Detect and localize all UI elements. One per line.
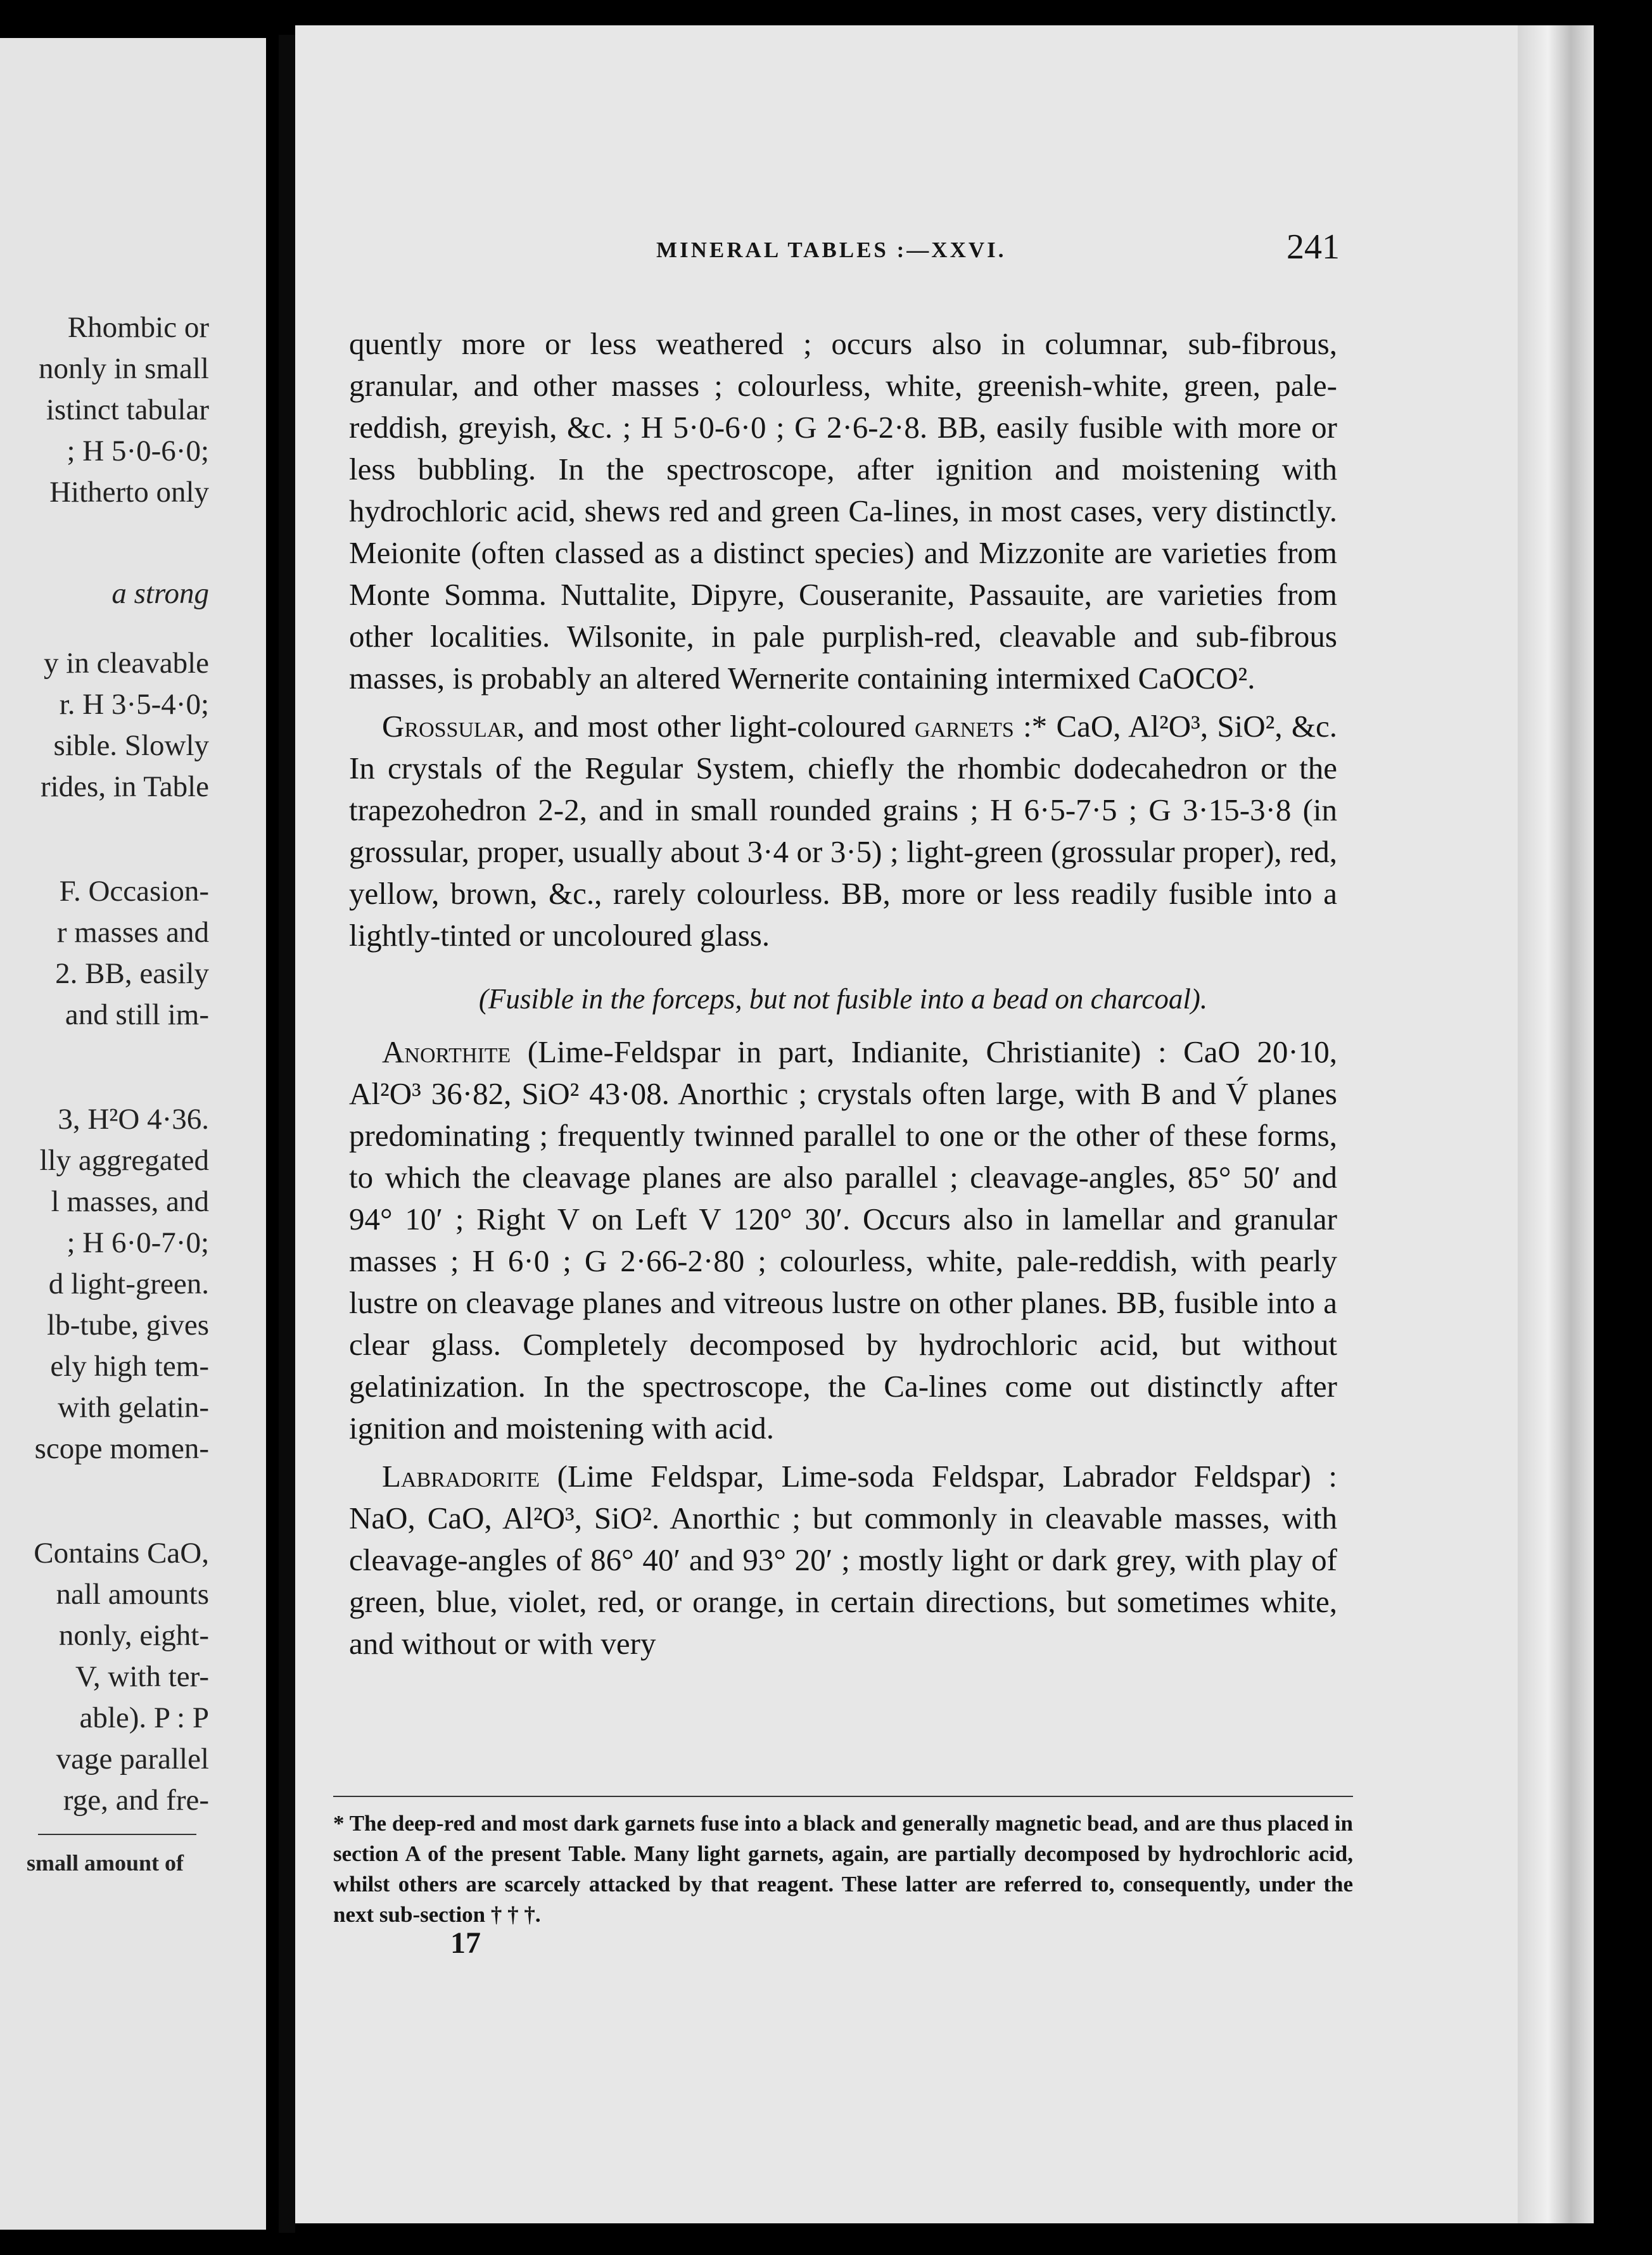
- left-page-line: nonly in small: [39, 352, 209, 385]
- paragraph-anorthite-text: (Lime-Feldspar in part, Indianite, Christianite) : CaO 20·10, Al²O³ 36·82, SiO² 43·08. Anorthic ; crystals often large, with B and V́ planes predominating ; frequently twinned parallel to one or the other of these forms, to which the cleavage planes are also parallel ; cleavage-angles, 85° 50′ and 94° 10′ ; Right V on Left V 120° 30′. Occurs also in lamellar and granular masses ; H 6·0 ; G 2·66-2·80 ; colourless, white, pale-reddish, with pearly lustre on cleavage planes and vitreous lustre on other planes. BB, fusible into a clear glass. Completely decomposed by hydrochloric acid, but without gelatinization. In the spectroscope, the Ca-lines come out distinctly after ignition and moistening with acid.: [349, 1034, 1337, 1445]
- footnote: * The deep-red and most dark garnets fuse into a black and generally magnetic bead, and are thus placed in section A of the present Table. Many light garnets, again, are partially decomposed by hydrochloric acid, whilst others are scarcely attacked by that reagent. These latter are referred to, consequently, under the next sub-section † † †.: [333, 1811, 1353, 1927]
- left-page-line: lb-tube, gives: [47, 1309, 209, 1342]
- paragraph-anorthite: [349, 1031, 1337, 1449]
- body-text: [349, 323, 1337, 1665]
- left-page-line: d light-green.: [48, 1267, 209, 1300]
- left-page-line: rides, in Table: [40, 770, 209, 803]
- paragraph-labradorite: [349, 1456, 1337, 1665]
- left-page-line: sible. Slowly: [53, 729, 209, 762]
- left-page-line: istinct tabular: [46, 393, 209, 426]
- left-page-line: V, with ter-: [75, 1660, 209, 1693]
- left-page-line: with gelatin-: [58, 1391, 209, 1424]
- paragraph-wernerite-continued: quently more or less weathered ; occurs also in columnar, sub-fibrous, granular, and other masses ; colourless, white, greenish-white, green, pale-reddish, greyish, &c. ; H 5·0-6·0 ; G 2·6-2·8. BB, easily fusible with more or less bubbling. In the spectroscope, after ignition and moistening with hydrochloric acid, shews red and green Ca-lines, in most cases, very distinctly. Meionite (often classed as a distinct species) and Mizzonite are varieties from Monte Somma. Nuttalite, Dipyre, Couseranite, Passauite, are varieties from other localities. Wilsonite, in pale purplish-red, cleavable and sub-fibrous masses, is probably an altered Wernerite containing intermixed CaOCO².: [349, 326, 1337, 696]
- term-anorthite: Anorthite: [382, 1034, 511, 1069]
- left-page-line: and still im-: [65, 998, 209, 1031]
- left-page-line: nonly, eight-: [58, 1619, 209, 1652]
- signature-mark: 17: [450, 1926, 481, 1960]
- left-page-line: Hitherto only: [49, 476, 209, 509]
- left-page-line: a strong: [111, 577, 209, 610]
- paragraph-grossular-text-b: :* CaO, Al²O³, SiO², &c. In crystals of the Regular System, chiefly the rhombic dodecahedron or the trapezohedron 2-2, and in small rounded grains ; H 6·5-7·5 ; G 3·15-3·8 (in grossular, proper, usually about 3·4 or 3·5) ; light-green (grossular proper), red, yellow, brown, &c., rarely colourless. BB, more or less readily fusible into a lightly-tinted or uncoloured glass.: [349, 709, 1337, 953]
- left-page-line: nall amounts: [56, 1578, 209, 1611]
- page-gutter: [279, 35, 295, 2233]
- paragraph-grossular: [349, 706, 1337, 956]
- page-number: 241: [1287, 227, 1340, 267]
- left-page-line: y in cleavable: [44, 647, 209, 680]
- term-grossular: Grossular,: [382, 709, 525, 744]
- left-page-line: F. Occasion-: [59, 875, 209, 908]
- left-page-line: ; H 5·0-6·0;: [67, 435, 209, 467]
- paragraph-grossular-text-a: and most other light-coloured: [524, 709, 915, 744]
- left-page-line: 2. BB, easily: [55, 957, 209, 990]
- left-page-line: Contains CaO,: [34, 1537, 209, 1570]
- term-labradorite: Labradorite: [382, 1459, 540, 1494]
- left-footnote-rule: [38, 1834, 196, 1835]
- left-page-line: 3, H²O 4·36.: [58, 1103, 209, 1136]
- footnote-rule: [333, 1796, 1353, 1797]
- left-page-line: Rhombic or: [67, 311, 209, 344]
- left-footnote-fragment: small amount of: [26, 1850, 184, 1876]
- left-page-line: r. H 3·5-4·0;: [59, 688, 209, 721]
- left-page-fragment: [0, 38, 266, 2230]
- running-title: MINERAL TABLES :—XXVI.: [656, 238, 1007, 262]
- term-garnets: garnets: [914, 709, 1014, 744]
- section-subheading: (Fusible in the forceps, but not fusible into a bead on charcoal).: [478, 983, 1208, 1015]
- left-page-line: l masses, and: [51, 1185, 209, 1218]
- left-page-line: vage parallel: [56, 1743, 209, 1775]
- left-page-line: rge, and fre-: [63, 1784, 209, 1817]
- right-page: [295, 25, 1594, 2223]
- paragraph-labradorite-text: (Lime Feldspar, Lime-soda Feldspar, Labrador Feldspar) : NaO, CaO, Al²O³, SiO². Anorthic ; but commonly in cleavable masses, with cleavage-angles of 86° 40′ and 93° 20′ ; mostly light or dark grey, with play of green, blue, violet, red, or orange, in certain directions, but sometimes white, and without or with very: [349, 1459, 1337, 1661]
- left-page-line: ; H 6·0-7·0;: [67, 1226, 209, 1259]
- page-edge-shadow: [1518, 25, 1594, 2223]
- left-page-line: scope momen-: [34, 1432, 209, 1465]
- left-page-line: r masses and: [56, 916, 209, 949]
- left-page-line: lly aggregated: [39, 1144, 209, 1177]
- left-page-line: able). P : P: [79, 1701, 209, 1734]
- left-page-line: ely high tem-: [50, 1350, 209, 1383]
